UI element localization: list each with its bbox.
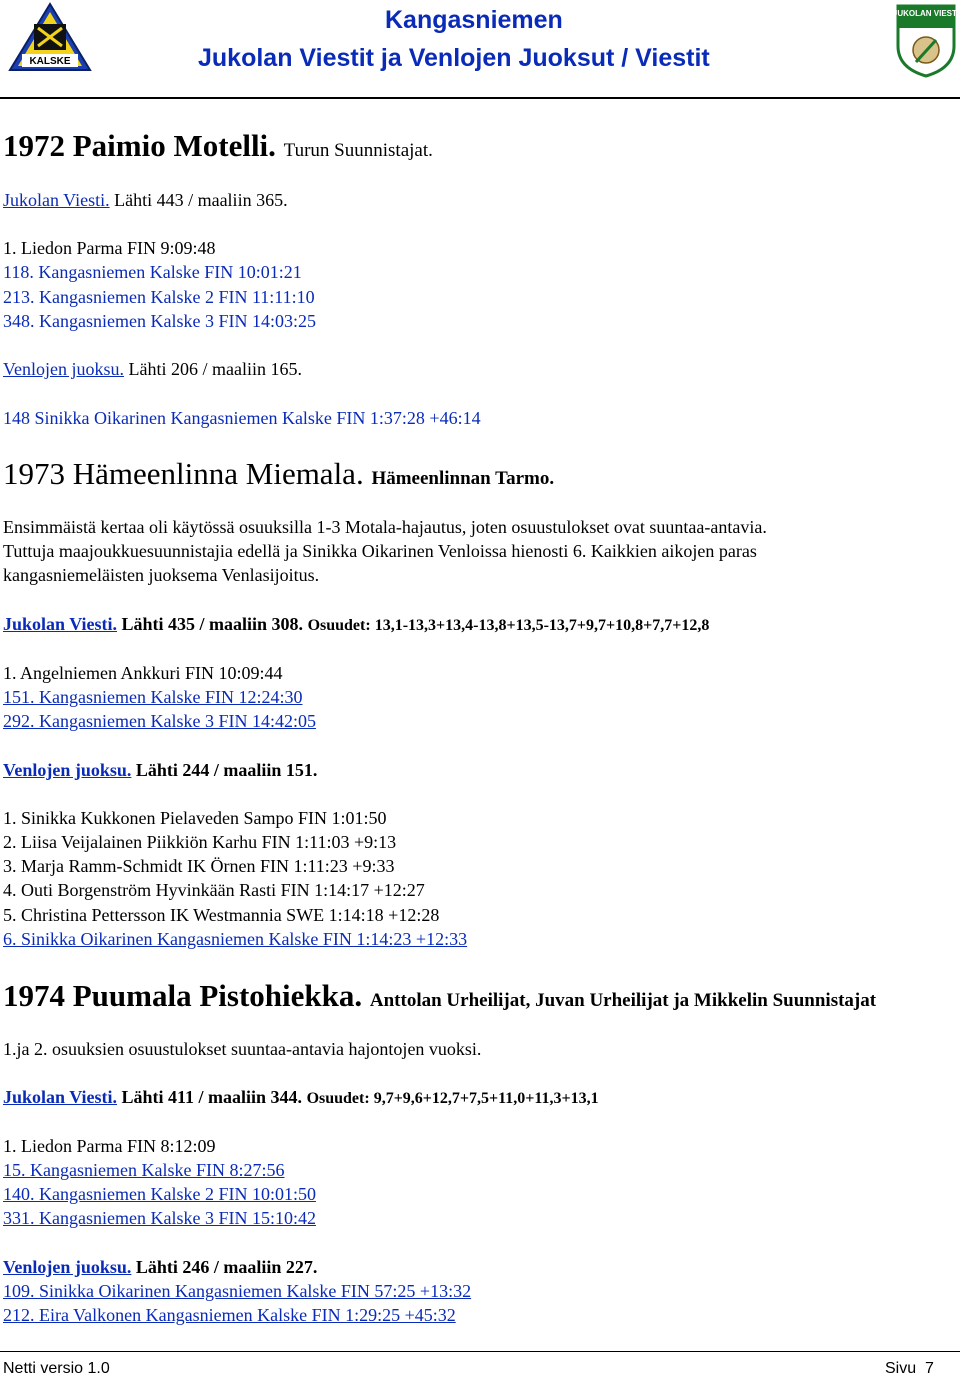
year-1972-organizer: Turun Suunnistajat. bbox=[283, 140, 433, 161]
year-1972-title: 1972 Paimio Motelli. bbox=[3, 128, 276, 163]
jukola-result-row: 292. Kangasniemen Kalske 3 FIN 14:42:05 bbox=[3, 711, 316, 731]
note-line: kangasniemeläisten juoksema Venlasijoitus. bbox=[3, 565, 320, 585]
jukola-link-1973[interactable]: Jukolan Viesti. bbox=[3, 614, 118, 634]
year-1974-organizer: Anttolan Urheilijat, Juvan Urheilijat ja Mikkelin Suunnistajat bbox=[369, 990, 877, 1011]
year-1973-heading bbox=[3, 456, 554, 492]
venla-result-row: 1. Sinikka Kukkonen Pielaveden Sampo FIN 1:01:50 bbox=[3, 808, 387, 828]
jukola-info-1972: Lähti 443 / maaliin 365. bbox=[114, 190, 288, 210]
footer-version: Netti versio 1.0 bbox=[3, 1360, 110, 1377]
venla-info-1972: Lähti 206 / maaliin 165. bbox=[128, 359, 302, 379]
venla-result-row: 5. Christina Pettersson IK Westmannia SWE 1:14:18 +12:28 bbox=[3, 905, 440, 925]
footer-page: Sivu 7 bbox=[885, 1360, 934, 1377]
jukola-result-row: 1. Liedon Parma FIN 9:09:48 bbox=[3, 238, 216, 258]
kalske-logo-text: KALSKE bbox=[29, 56, 71, 67]
note-line: 1.ja 2. osuuksien osuustulokset suuntaa-antavia hajontojen vuoksi. bbox=[3, 1039, 482, 1059]
year-1972-venla-line bbox=[3, 359, 302, 380]
jukola-result-row: 348. Kangasniemen Kalske 3 FIN 14:03:25 bbox=[3, 311, 316, 331]
venla-link-1972[interactable]: Venlojen juoksu. bbox=[3, 359, 124, 379]
venla-info-1974: Lähti 246 / maaliin 227. bbox=[135, 1257, 318, 1277]
jukola-link-1972[interactable]: Jukolan Viesti. bbox=[3, 190, 110, 210]
venla-result-row: 6. Sinikka Oikarinen Kangasniemen Kalske FIN 1:14:23 +12:33 bbox=[3, 929, 468, 949]
venla-result-row: 4. Outi Borgenström Hyvinkään Rasti FIN 1:14:17 +12:27 bbox=[3, 880, 425, 900]
venla-result-row: 212. Eira Valkonen Kangasniemen Kalske FIN 1:29:25 +45:32 bbox=[3, 1305, 456, 1325]
jukola-logo bbox=[894, 2, 958, 83]
jukola-result-row: 151. Kangasniemen Kalske FIN 12:24:30 bbox=[3, 687, 303, 707]
year-1973-organizer: Hämeenlinnan Tarmo. bbox=[371, 468, 555, 489]
jukola-result-row: 118. Kangasniemen Kalske FIN 10:01:21 bbox=[3, 262, 302, 282]
kalske-logo bbox=[8, 2, 92, 79]
jukola-result-row: 140. Kangasniemen Kalske 2 FIN 10:01:50 bbox=[3, 1184, 316, 1204]
venla-result-row: 2. Liisa Veijalainen Piikkiön Karhu FIN 1:11:03 +9:13 bbox=[3, 832, 397, 852]
venla-result-row: 148 Sinikka Oikarinen Kangasniemen Kalske FIN 1:37:28 +46:14 bbox=[3, 408, 481, 428]
header-subtitle: Jukolan Viestit ja Venlojen Juoksut / Viestit bbox=[198, 44, 710, 72]
note-line: Ensimmäistä kertaa oli käytössä osuuksilla 1-3 Motala-hajautus, joten osuustulokset ovat suuntaa-antavia. bbox=[3, 517, 767, 537]
year-1972-heading bbox=[3, 128, 433, 164]
jukola-logo-text: JUKOLAN VIESTI bbox=[894, 9, 958, 18]
footer-rule bbox=[0, 1351, 960, 1352]
venla-result-row: 109. Sinikka Oikarinen Kangasniemen Kalske FIN 57:25 +13:32 bbox=[3, 1281, 472, 1301]
note-line: Tuttuja maajoukkuesuunnistajia edellä ja Sinikka Oikarinen Venloissa hienosti 6. Kaikkien aikojen paras bbox=[3, 541, 757, 561]
header-title: Kangasniemen bbox=[385, 6, 563, 34]
jukola-result-row: 1. Angelniemen Ankkuri FIN 10:09:44 bbox=[3, 663, 283, 683]
jukola-info-1974: Lähti 411 / maaliin 344. bbox=[121, 1087, 303, 1107]
year-1974-venla-line bbox=[3, 1257, 317, 1278]
venla-link-1974[interactable]: Venlojen juoksu. bbox=[3, 1257, 132, 1277]
venla-link-1973[interactable]: Venlojen juoksu. bbox=[3, 760, 132, 780]
venla-result-row: 3. Marja Ramm-Schmidt IK Örnen FIN 1:11:23 +9:33 bbox=[3, 856, 395, 876]
jukola-result-row: 213. Kangasniemen Kalske 2 FIN 11:11:10 bbox=[3, 287, 315, 307]
year-1974-heading bbox=[3, 978, 876, 1014]
year-1974-title: 1974 Puumala Pistohiekka. bbox=[3, 978, 363, 1013]
year-1973-title: 1973 Hämeenlinna Miemala. bbox=[3, 456, 364, 491]
jukola-result-row: 1. Liedon Parma FIN 8:12:09 bbox=[3, 1136, 216, 1156]
jukola-result-row: 15. Kangasniemen Kalske FIN 8:27:56 bbox=[3, 1160, 285, 1180]
header-rule bbox=[0, 97, 960, 99]
jukola-info-1973: Lähti 435 / maaliin 308. bbox=[121, 614, 304, 634]
year-1973-jukola-line bbox=[3, 614, 709, 635]
jukola-link-1974[interactable]: Jukolan Viesti. bbox=[3, 1087, 118, 1107]
jukola-osuudet-1974: Osuudet: 9,7+9,6+12,7+7,5+11,0+11,3+13,1 bbox=[306, 1090, 599, 1107]
year-1973-venla-line bbox=[3, 760, 317, 781]
year-1972-jukola-line bbox=[3, 190, 288, 211]
jukola-result-row: 331. Kangasniemen Kalske 3 FIN 15:10:42 bbox=[3, 1208, 316, 1228]
venla-info-1973: Lähti 244 / maaliin 151. bbox=[135, 760, 318, 780]
year-1974-jukola-line bbox=[3, 1087, 599, 1108]
jukola-osuudet-1973: Osuudet: 13,1-13,3+13,4-13,8+13,5-13,7+9,7+10,8+7,7+12,8 bbox=[307, 617, 710, 634]
